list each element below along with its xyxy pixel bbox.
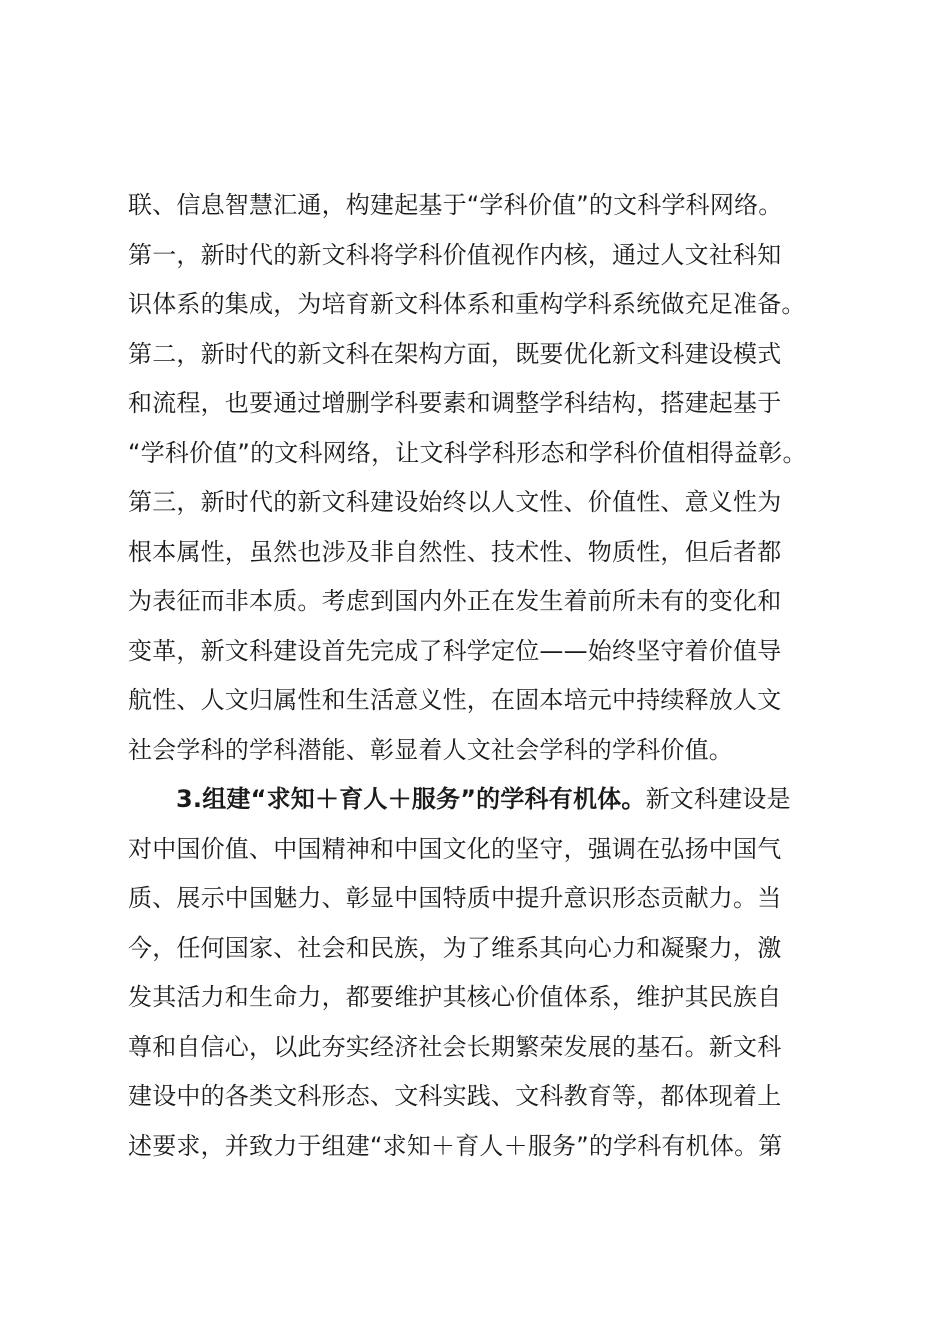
- text-line: 变革，新文科建设首先完成了科学定位——始终坚守着价值导: [128, 636, 782, 665]
- text-line: 航性、人文归属性和生活意义性，在固本培元中持续释放人文: [128, 686, 782, 714]
- text-line: 根本属性，虽然也涉及非自然性、技术性、物质性，但后者都: [128, 537, 782, 566]
- text-run: 新文科建设是: [645, 785, 791, 813]
- text-line: 识体系的集成，为培育新文科体系和重构学科系统做充足准备。: [128, 290, 806, 318]
- body-text: [128, 181, 848, 1171]
- section-heading: 3.组建“求知＋育人＋服务”的学科有机体。: [176, 785, 646, 813]
- text-line: 第三，新时代的新文科建设始终以人文性、价值性、意义性为: [128, 488, 782, 516]
- text-line: 对中国价值、中国精神和中国文化的坚守，强调在弘扬中国气: [128, 834, 782, 863]
- text-line: 社会学科的学科潜能、彰显着人文社会学科的学科价值。: [128, 735, 733, 764]
- text-line: 第二，新时代的新文科在架构方面，既要优化新文科建设模式: [128, 339, 782, 368]
- paragraph: [128, 775, 848, 1171]
- text-line: 为表征而非本质。考虑到国内外正在发生着前所未有的变化和: [128, 587, 782, 615]
- text-line: 发其活力和生命力，都要维护其核心价值体系，维护其民族自: [128, 983, 782, 1011]
- text-line: “学科价值”的文科网络，让文科学科形态和学科价值相得益彰。: [128, 438, 807, 467]
- text-line: 尊和自信心，以此夯实经济社会长期繁荣发展的基石。新文科: [128, 1032, 782, 1061]
- text-line: 建设中的各类文科形态、文科实践、文科教育等，都体现着上: [128, 1082, 782, 1110]
- text-line: 联、信息智慧汇通，构建起基于“学科价值”的文科学科网络。: [128, 191, 783, 219]
- text-line: [128, 775, 848, 825]
- text-line: 质、展示中国魅力、彰显中国特质中提升意识形态贡献力。当: [128, 884, 782, 912]
- paragraph: [128, 181, 848, 775]
- text-line: 述要求，并致力于组建“求知＋育人＋服务”的学科有机体。第: [128, 1131, 783, 1160]
- text-line: 第一，新时代的新文科将学科价值视作内核，通过人文社科知: [128, 240, 782, 269]
- text-line: 今，任何国家、社会和民族，为了维系其向心力和凝聚力，激: [128, 933, 782, 962]
- text-line: 和流程，也要通过增删学科要素和调整学科结构，搭建起基于: [128, 389, 782, 417]
